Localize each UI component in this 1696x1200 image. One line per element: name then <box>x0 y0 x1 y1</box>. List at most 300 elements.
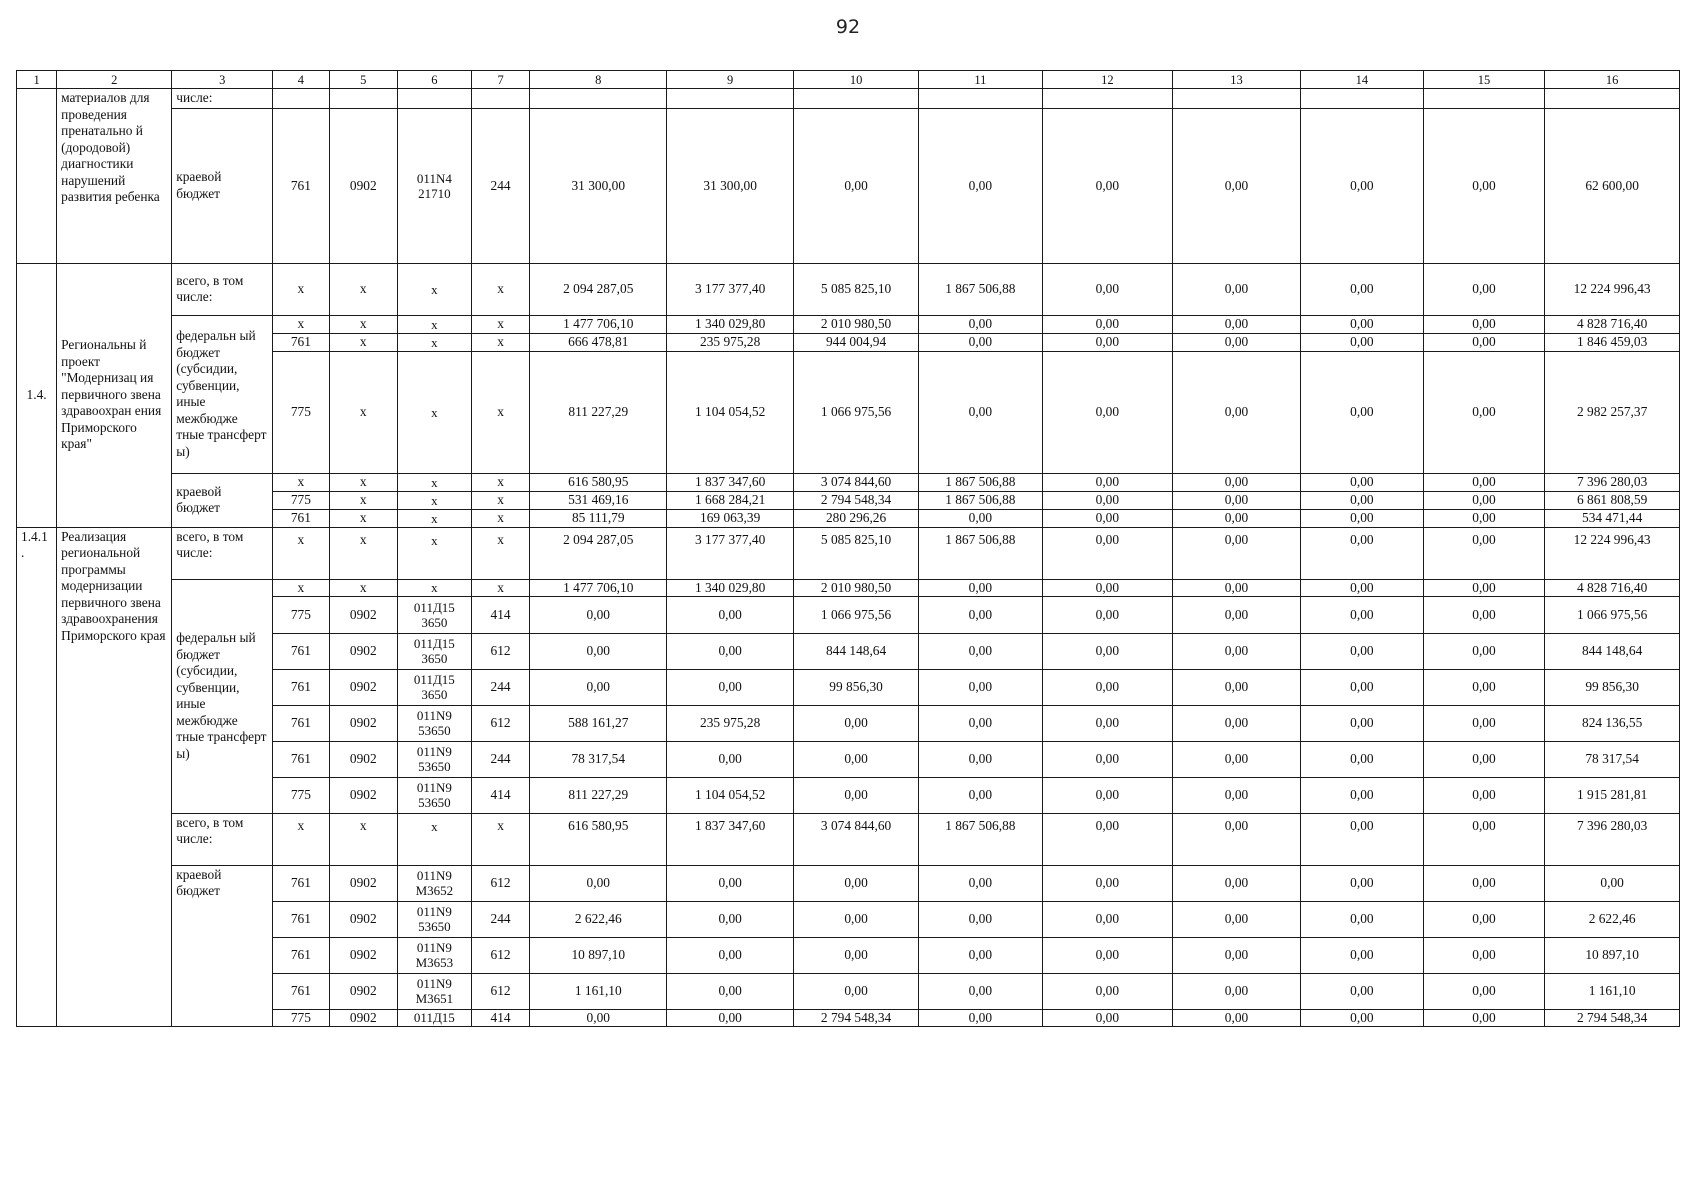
column-header: 5 <box>329 71 397 89</box>
amount-cell: 2 794 548,34 <box>794 491 919 509</box>
amount-cell: 0,00 <box>1423 579 1545 596</box>
amount-cell: 0,00 <box>1301 351 1424 473</box>
target-article-cell: х <box>397 473 471 491</box>
amount-cell: 944 004,94 <box>794 333 919 351</box>
grbs-code-cell: 761 <box>273 669 329 705</box>
expense-type-cell: х <box>471 527 530 579</box>
column-header: 9 <box>667 71 794 89</box>
amount-cell: 0,00 <box>1172 973 1300 1009</box>
amount-cell: 0,00 <box>794 937 919 973</box>
section-code-cell: 0902 <box>329 1009 397 1026</box>
grbs-code-cell: х <box>273 579 329 596</box>
regional-row <box>17 473 1680 491</box>
amount-cell: 0,00 <box>1172 315 1300 333</box>
amount-cell: 0,00 <box>1301 473 1424 491</box>
continued-row <box>17 108 1680 263</box>
target-article-cell: х <box>397 813 471 865</box>
expense-type-cell: 414 <box>471 1009 530 1026</box>
amount-cell: 0,00 <box>918 973 1042 1009</box>
amount-cell: 0,00 <box>1301 865 1424 901</box>
column-header: 2 <box>57 71 172 89</box>
target-article-cell: х <box>397 509 471 527</box>
amount-cell: 824 136,55 <box>1545 705 1680 741</box>
amount-cell: 588 161,27 <box>530 705 667 741</box>
amount-cell: 0,00 <box>667 669 794 705</box>
amount-cell: 0,00 <box>1423 973 1545 1009</box>
amount-cell: 0,00 <box>1172 705 1300 741</box>
section-code-cell: х <box>329 527 397 579</box>
target-article-cell: х <box>397 579 471 596</box>
amount-cell: 534 471,44 <box>1545 509 1680 527</box>
amount-cell: 531 469,16 <box>530 491 667 509</box>
amount-cell: 0,00 <box>1423 865 1545 901</box>
empty-cell <box>667 89 794 109</box>
amount-cell: 3 074 844,60 <box>794 473 919 491</box>
column-header: 11 <box>918 71 1042 89</box>
grbs-code-cell: 761 <box>273 333 329 351</box>
amount-cell: 10 897,10 <box>1545 937 1680 973</box>
expense-type-cell: х <box>471 351 530 473</box>
amount-cell: 0,00 <box>918 509 1042 527</box>
amount-cell: 0,00 <box>1545 865 1680 901</box>
amount-cell: 235 975,28 <box>667 705 794 741</box>
amount-cell: 0,00 <box>1042 351 1172 473</box>
amount-cell: 0,00 <box>1301 705 1424 741</box>
measure-name-cell: материалов для проведения пренатально й (дородовой) диагностики нарушений развития ребенка <box>57 89 172 264</box>
amount-cell: 0,00 <box>667 596 794 633</box>
empty-cell <box>1545 89 1680 109</box>
empty-cell <box>794 89 919 109</box>
section-code-cell: 0902 <box>329 937 397 973</box>
column-header: 7 <box>471 71 530 89</box>
grbs-code-cell: х <box>273 813 329 865</box>
target-article-cell: 011Д15 3650 <box>397 596 471 633</box>
budget-table <box>16 70 1680 1027</box>
amount-cell: 0,00 <box>1042 901 1172 937</box>
amount-cell: 0,00 <box>667 901 794 937</box>
funding-source-cell: краевой бюджет <box>172 473 273 527</box>
section-name-cell: Реализация региональной программы модернизации первичного звена здравоохранения Приморского края <box>57 527 172 1026</box>
amount-cell: 0,00 <box>1172 669 1300 705</box>
target-article-cell: 011N9 M3652 <box>397 865 471 901</box>
amount-cell: 1 915 281,81 <box>1545 777 1680 813</box>
amount-cell: 2 010 980,50 <box>794 579 919 596</box>
expense-type-cell: 414 <box>471 596 530 633</box>
amount-cell: 0,00 <box>1423 1009 1545 1026</box>
amount-cell: 0,00 <box>1301 491 1424 509</box>
empty-cell <box>329 89 397 109</box>
amount-cell: 1 066 975,56 <box>1545 596 1680 633</box>
amount-cell: 0,00 <box>1301 669 1424 705</box>
amount-cell: 0,00 <box>1172 777 1300 813</box>
amount-cell: 0,00 <box>1042 973 1172 1009</box>
section-code-cell: 0902 <box>329 741 397 777</box>
grbs-code-cell: х <box>273 473 329 491</box>
section-code-cell: х <box>329 509 397 527</box>
section-code-cell: 0902 <box>329 633 397 669</box>
amount-cell: 0,00 <box>918 1009 1042 1026</box>
grbs-code-cell: 761 <box>273 705 329 741</box>
amount-cell: 5 085 825,10 <box>794 527 919 579</box>
amount-cell: 0,00 <box>1301 973 1424 1009</box>
amount-cell: 2 094 287,05 <box>530 263 667 315</box>
section-code-cell: 0902 <box>329 596 397 633</box>
amount-cell: 0,00 <box>1172 527 1300 579</box>
amount-cell: 1 837 347,60 <box>667 813 794 865</box>
amount-cell: 0,00 <box>667 633 794 669</box>
amount-cell: 811 227,29 <box>530 351 667 473</box>
amount-cell: 844 148,64 <box>794 633 919 669</box>
amount-cell: 0,00 <box>1042 1009 1172 1026</box>
expense-type-cell: х <box>471 509 530 527</box>
amount-cell: 99 856,30 <box>1545 669 1680 705</box>
amount-cell: 3 177 377,40 <box>667 263 794 315</box>
amount-cell: 0,00 <box>1042 705 1172 741</box>
empty-cell <box>397 89 471 109</box>
grbs-code-cell: х <box>273 527 329 579</box>
expense-type-cell: 414 <box>471 777 530 813</box>
amount-cell: 0,00 <box>918 777 1042 813</box>
amount-cell: 6 861 808,59 <box>1545 491 1680 509</box>
grbs-code-cell: х <box>273 263 329 315</box>
target-article-cell: 011N9 M3653 <box>397 937 471 973</box>
section-code-cell: 0902 <box>329 865 397 901</box>
target-article-cell: 011Д15 3650 <box>397 633 471 669</box>
section-code-cell: х <box>329 315 397 333</box>
amount-cell: 4 828 716,40 <box>1545 315 1680 333</box>
amount-cell: 2 010 980,50 <box>794 315 919 333</box>
continued-row <box>17 89 1680 109</box>
amount-cell: 0,00 <box>794 865 919 901</box>
amount-cell: 0,00 <box>1423 527 1545 579</box>
amount-cell: 1 066 975,56 <box>794 351 919 473</box>
empty-cell <box>1423 89 1545 109</box>
grbs-code-cell: 775 <box>273 596 329 633</box>
amount-cell: 0,00 <box>530 633 667 669</box>
amount-cell: 0,00 <box>918 333 1042 351</box>
column-number-header-row <box>17 71 1680 89</box>
amount-cell: 1 066 975,56 <box>794 596 919 633</box>
target-article-cell: 011N9 53650 <box>397 777 471 813</box>
amount-cell: 0,00 <box>667 973 794 1009</box>
expense-type-cell: х <box>471 813 530 865</box>
amount-cell: 1 340 029,80 <box>667 315 794 333</box>
amount-cell: 1 867 506,88 <box>918 263 1042 315</box>
funding-source-cell: всего, в том числе: <box>172 263 273 315</box>
target-article-cell: 011Д15 <box>397 1009 471 1026</box>
grbs-code-cell: 761 <box>273 901 329 937</box>
empty-cell <box>530 89 667 109</box>
amount-cell: 0,00 <box>1301 813 1424 865</box>
amount-cell: 0,00 <box>667 937 794 973</box>
amount-cell: 0,00 <box>1172 633 1300 669</box>
amount-cell: 0,00 <box>1423 813 1545 865</box>
amount-cell: 0,00 <box>1042 669 1172 705</box>
amount-cell: 0,00 <box>794 741 919 777</box>
amount-cell: 3 074 844,60 <box>794 813 919 865</box>
amount-cell: 0,00 <box>1172 509 1300 527</box>
amount-cell: 0,00 <box>1172 865 1300 901</box>
amount-cell: 62 600,00 <box>1545 108 1680 263</box>
amount-cell: 0,00 <box>1423 777 1545 813</box>
amount-cell: 0,00 <box>1042 315 1172 333</box>
section-code-cell: х <box>329 263 397 315</box>
section-code-cell: 0902 <box>329 901 397 937</box>
section-total-row <box>17 263 1680 315</box>
amount-cell: 0,00 <box>918 108 1042 263</box>
target-article-cell: 011N9 53650 <box>397 901 471 937</box>
grbs-code-cell: 775 <box>273 491 329 509</box>
amount-cell: 0,00 <box>1301 596 1424 633</box>
amount-cell: 0,00 <box>1172 473 1300 491</box>
section-code-cell: х <box>329 491 397 509</box>
federal-row <box>17 579 1680 596</box>
amount-cell: 0,00 <box>1042 108 1172 263</box>
regional-total-row <box>17 813 1680 865</box>
funding-source-cell: краевой бюджет <box>172 108 273 263</box>
empty-cell <box>471 89 530 109</box>
section-code-cell: х <box>329 333 397 351</box>
amount-cell: 0,00 <box>1172 901 1300 937</box>
amount-cell: 0,00 <box>918 633 1042 669</box>
target-article-cell: х <box>397 491 471 509</box>
amount-cell: 0,00 <box>1423 669 1545 705</box>
amount-cell: 0,00 <box>1042 527 1172 579</box>
amount-cell: 0,00 <box>1423 741 1545 777</box>
amount-cell: 0,00 <box>1042 777 1172 813</box>
amount-cell: 0,00 <box>1042 865 1172 901</box>
amount-cell: 1 477 706,10 <box>530 315 667 333</box>
amount-cell: 811 227,29 <box>530 777 667 813</box>
section-code-cell: х <box>329 351 397 473</box>
amount-cell: 0,00 <box>1172 1009 1300 1026</box>
empty-cell <box>1042 89 1172 109</box>
amount-cell: 0,00 <box>1172 937 1300 973</box>
grbs-code-cell: х <box>273 315 329 333</box>
expense-type-cell: 244 <box>471 108 530 263</box>
target-article-cell: х <box>397 333 471 351</box>
section-code-cell: х <box>329 579 397 596</box>
expense-type-cell: 612 <box>471 865 530 901</box>
amount-cell: 0,00 <box>1172 741 1300 777</box>
grbs-code-cell: 761 <box>273 633 329 669</box>
amount-cell: 1 161,10 <box>1545 973 1680 1009</box>
amount-cell: 0,00 <box>1423 473 1545 491</box>
target-article-cell: х <box>397 263 471 315</box>
section-number-cell: 1.4.1 . <box>17 527 57 1026</box>
empty-cell <box>918 89 1042 109</box>
amount-cell: 0,00 <box>1042 596 1172 633</box>
amount-cell: 0,00 <box>918 705 1042 741</box>
section-code-cell: х <box>329 813 397 865</box>
amount-cell: 0,00 <box>1423 491 1545 509</box>
amount-cell: 0,00 <box>1423 333 1545 351</box>
funding-source-cell: всего, в том числе: <box>172 527 273 579</box>
expense-type-cell: х <box>471 473 530 491</box>
column-header: 6 <box>397 71 471 89</box>
grbs-code-cell: 775 <box>273 1009 329 1026</box>
amount-cell: 1 867 506,88 <box>918 813 1042 865</box>
amount-cell: 1 867 506,88 <box>918 491 1042 509</box>
amount-cell: 0,00 <box>1172 491 1300 509</box>
amount-cell: 0,00 <box>1172 333 1300 351</box>
amount-cell: 0,00 <box>667 865 794 901</box>
federal-row <box>17 315 1680 333</box>
column-header: 3 <box>172 71 273 89</box>
amount-cell: 0,00 <box>1423 263 1545 315</box>
section-code-cell: 0902 <box>329 705 397 741</box>
amount-cell: 0,00 <box>1301 333 1424 351</box>
column-header: 8 <box>530 71 667 89</box>
amount-cell: 169 063,39 <box>667 509 794 527</box>
amount-cell: 1 867 506,88 <box>918 473 1042 491</box>
amount-cell: 1 161,10 <box>530 973 667 1009</box>
funding-source-cell: федеральн ый бюджет (субсидии, субвенции, иные межбюдже тные трансферт ы) <box>172 579 273 813</box>
section-code-cell: 0902 <box>329 669 397 705</box>
amount-cell: 0,00 <box>1042 333 1172 351</box>
amount-cell: 0,00 <box>530 596 667 633</box>
funding-source-cell: краевой бюджет <box>172 865 273 1026</box>
amount-cell: 12 224 996,43 <box>1545 263 1680 315</box>
amount-cell: 0,00 <box>794 777 919 813</box>
amount-cell: 666 478,81 <box>530 333 667 351</box>
target-article-cell: 011Д15 3650 <box>397 669 471 705</box>
empty-cell <box>1301 89 1424 109</box>
amount-cell: 0,00 <box>1042 937 1172 973</box>
amount-cell: 1 846 459,03 <box>1545 333 1680 351</box>
target-article-cell: х <box>397 315 471 333</box>
amount-cell: 0,00 <box>1172 263 1300 315</box>
target-article-cell: 011N9 53650 <box>397 705 471 741</box>
column-header: 14 <box>1301 71 1424 89</box>
amount-cell: 10 897,10 <box>530 937 667 973</box>
grbs-code-cell: 761 <box>273 865 329 901</box>
amount-cell: 7 396 280,03 <box>1545 813 1680 865</box>
target-article-cell: 011N9 M3651 <box>397 973 471 1009</box>
amount-cell: 31 300,00 <box>667 108 794 263</box>
amount-cell: 0,00 <box>1301 108 1424 263</box>
column-header: 1 <box>17 71 57 89</box>
amount-cell: 4 828 716,40 <box>1545 579 1680 596</box>
amount-cell: 0,00 <box>1423 108 1545 263</box>
expense-type-cell: 244 <box>471 669 530 705</box>
amount-cell: 1 104 054,52 <box>667 351 794 473</box>
amount-cell: 78 317,54 <box>1545 741 1680 777</box>
amount-cell: 0,00 <box>1172 596 1300 633</box>
target-article-cell: х <box>397 527 471 579</box>
amount-cell: 1 104 054,52 <box>667 777 794 813</box>
page-number: 92 <box>835 16 861 38</box>
amount-cell: 1 340 029,80 <box>667 579 794 596</box>
amount-cell: 616 580,95 <box>530 813 667 865</box>
amount-cell: 0,00 <box>667 1009 794 1026</box>
empty-cell <box>273 89 329 109</box>
expense-type-cell: 244 <box>471 741 530 777</box>
amount-cell: 2 794 548,34 <box>1545 1009 1680 1026</box>
amount-cell: 5 085 825,10 <box>794 263 919 315</box>
amount-cell: 31 300,00 <box>530 108 667 263</box>
amount-cell: 0,00 <box>1301 527 1424 579</box>
amount-cell: 280 296,26 <box>794 509 919 527</box>
amount-cell: 0,00 <box>1301 633 1424 669</box>
amount-cell: 0,00 <box>918 901 1042 937</box>
target-article-cell: 011N4 21710 <box>397 108 471 263</box>
column-header: 10 <box>794 71 919 89</box>
amount-cell: 2 094 287,05 <box>530 527 667 579</box>
amount-cell: 0,00 <box>1423 509 1545 527</box>
amount-cell: 0,00 <box>1301 315 1424 333</box>
expense-type-cell: х <box>471 579 530 596</box>
amount-cell: 2 794 548,34 <box>794 1009 919 1026</box>
amount-cell: 844 148,64 <box>1545 633 1680 669</box>
column-header: 16 <box>1545 71 1680 89</box>
amount-cell: 0,00 <box>794 973 919 1009</box>
amount-cell: 0,00 <box>1042 491 1172 509</box>
column-header: 12 <box>1042 71 1172 89</box>
amount-cell: 0,00 <box>1423 596 1545 633</box>
section-code-cell: 0902 <box>329 777 397 813</box>
amount-cell: 1 668 284,21 <box>667 491 794 509</box>
amount-cell: 0,00 <box>1172 813 1300 865</box>
expense-type-cell: х <box>471 491 530 509</box>
amount-cell: 0,00 <box>1301 901 1424 937</box>
amount-cell: 99 856,30 <box>794 669 919 705</box>
amount-cell: 0,00 <box>1423 351 1545 473</box>
amount-cell: 0,00 <box>1423 315 1545 333</box>
amount-cell: 0,00 <box>1042 263 1172 315</box>
target-article-cell: х <box>397 351 471 473</box>
amount-cell: 0,00 <box>794 108 919 263</box>
expense-type-cell: х <box>471 333 530 351</box>
amount-cell: 0,00 <box>1042 473 1172 491</box>
section-code-cell: 0902 <box>329 108 397 263</box>
amount-cell: 0,00 <box>1301 741 1424 777</box>
amount-cell: 0,00 <box>794 705 919 741</box>
expense-type-cell: 612 <box>471 937 530 973</box>
column-header: 13 <box>1172 71 1300 89</box>
expense-type-cell: 244 <box>471 901 530 937</box>
amount-cell: 0,00 <box>1042 509 1172 527</box>
section-code-cell: 0902 <box>329 973 397 1009</box>
grbs-code-cell: 761 <box>273 108 329 263</box>
number-cell <box>17 89 57 264</box>
column-header: 15 <box>1423 71 1545 89</box>
amount-cell: 0,00 <box>918 596 1042 633</box>
amount-cell: 0,00 <box>1042 633 1172 669</box>
amount-cell: 0,00 <box>530 865 667 901</box>
amount-cell: 0,00 <box>918 865 1042 901</box>
grbs-code-cell: 761 <box>273 937 329 973</box>
amount-cell: 0,00 <box>1301 777 1424 813</box>
amount-cell: 0,00 <box>794 901 919 937</box>
amount-cell: 1 477 706,10 <box>530 579 667 596</box>
amount-cell: 0,00 <box>918 351 1042 473</box>
grbs-code-cell: 761 <box>273 509 329 527</box>
expense-type-cell: 612 <box>471 973 530 1009</box>
amount-cell: 0,00 <box>1042 579 1172 596</box>
amount-cell: 0,00 <box>918 937 1042 973</box>
grbs-code-cell: 761 <box>273 973 329 1009</box>
amount-cell: 0,00 <box>1423 901 1545 937</box>
expense-type-cell: 612 <box>471 633 530 669</box>
column-header: 4 <box>273 71 329 89</box>
amount-cell: 2 622,46 <box>530 901 667 937</box>
amount-cell: 12 224 996,43 <box>1545 527 1680 579</box>
amount-cell: 1 837 347,60 <box>667 473 794 491</box>
amount-cell: 0,00 <box>1042 741 1172 777</box>
amount-cell: 0,00 <box>1301 1009 1424 1026</box>
amount-cell: 0,00 <box>1423 937 1545 973</box>
